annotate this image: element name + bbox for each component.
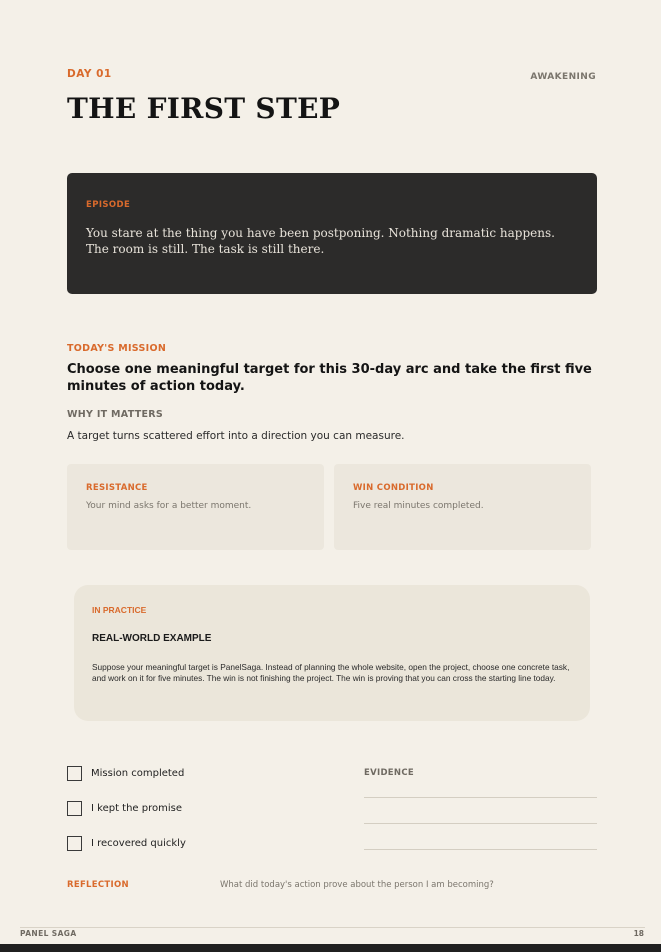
checklist-item-kept-promise[interactable] <box>67 801 182 816</box>
checkbox-label: Mission completed <box>91 768 185 779</box>
resistance-text: Your mind asks for a better moment. <box>86 501 252 511</box>
real-world-example-heading: REAL-WORLD EXAMPLE <box>92 633 212 644</box>
resistance-label: RESISTANCE <box>86 483 148 493</box>
checkbox[interactable] <box>67 801 82 816</box>
win-condition-text: Five real minutes completed. <box>353 501 484 511</box>
episode-text: You stare at the thing you have been postponing. Nothing dramatic happens. The room is still. The task is still there. <box>86 226 555 256</box>
page-number: 18 <box>633 929 644 938</box>
checkbox-label: I recovered quickly <box>91 838 186 849</box>
in-practice-label: IN PRACTICE <box>92 605 147 615</box>
evidence-line[interactable] <box>364 797 597 798</box>
page-title: THE FIRST STEP <box>67 92 341 125</box>
checkbox[interactable] <box>67 766 82 781</box>
in-practice-panel <box>74 585 590 721</box>
resistance-card <box>67 464 324 550</box>
reflection-label: REFLECTION <box>67 880 129 890</box>
win-condition-card <box>334 464 591 550</box>
day-label: DAY 01 <box>67 68 112 80</box>
arc-label: AWAKENING <box>530 72 596 82</box>
evidence-line[interactable] <box>364 849 597 850</box>
episode-label: EPISODE <box>86 200 131 210</box>
footer-brand: PANEL SAGA <box>20 929 77 938</box>
checklist-item-mission-completed[interactable] <box>67 766 184 781</box>
win-condition-label: WIN CONDITION <box>353 483 434 493</box>
checkbox[interactable] <box>67 836 82 851</box>
real-world-example-text: Suppose your meaningful target is PanelSaga. Instead of planning the whole website, open the project, choose one concrete task, and work on it for five minutes. The win is not finishing the project. The win is proving that you can cross the starting line today. <box>92 662 570 683</box>
mission-text: Choose one meaningful target for this 30-day arc and take the first five minutes of action today. <box>67 362 592 394</box>
mission-label: TODAY'S MISSION <box>67 343 167 354</box>
checklist-item-recovered-quickly[interactable] <box>67 836 186 851</box>
why-it-matters-text: A target turns scattered effort into a direction you can measure. <box>67 430 405 442</box>
evidence-line[interactable] <box>364 823 597 824</box>
evidence-label: EVIDENCE <box>364 768 414 778</box>
bottom-bar <box>0 944 661 952</box>
reflection-question: What did today's action prove about the person I am becoming? <box>220 880 494 890</box>
footer-divider <box>20 927 645 928</box>
episode-panel <box>67 173 597 294</box>
why-it-matters-label: WHY IT MATTERS <box>67 409 164 420</box>
checkbox-label: I kept the promise <box>91 803 182 814</box>
